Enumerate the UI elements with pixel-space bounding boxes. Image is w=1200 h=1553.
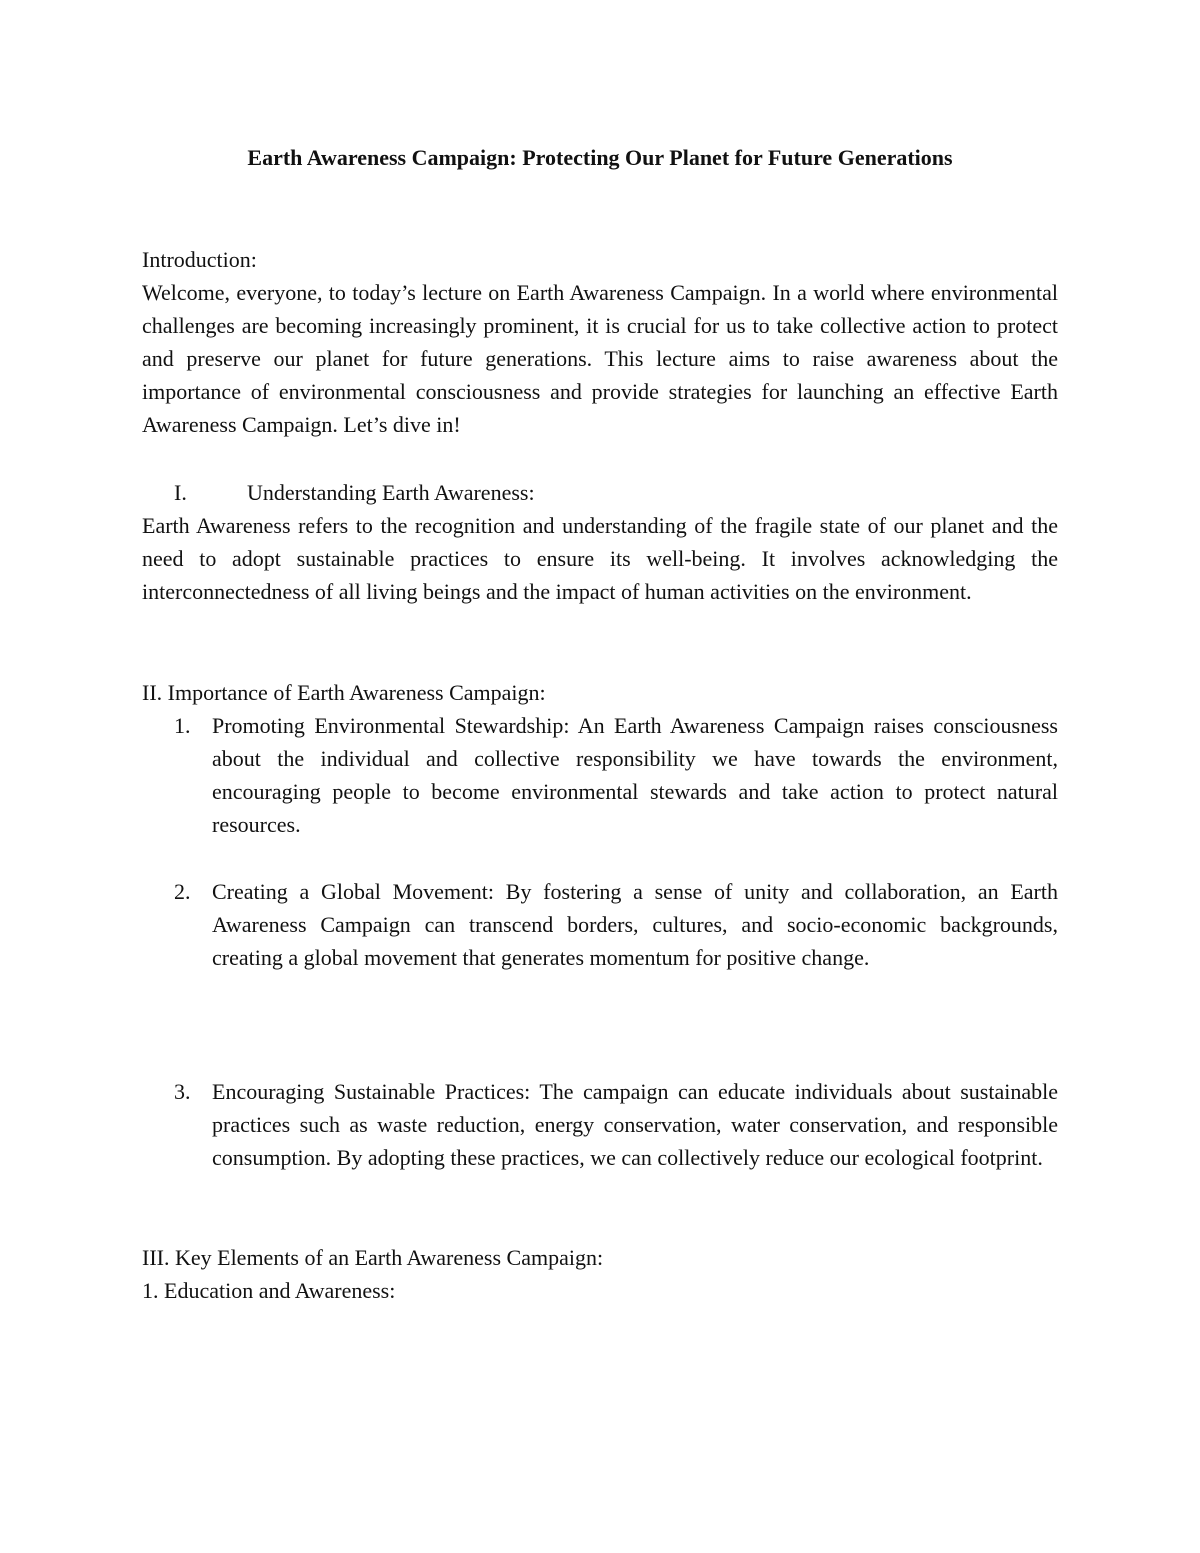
list-item bbox=[174, 1075, 1058, 1174]
section-3-heading: III. Key Elements of an Earth Awareness Campaign: bbox=[142, 1245, 604, 1270]
section-3-subheading: 1. Education and Awareness: bbox=[142, 1278, 396, 1303]
section-1-paragraph: Earth Awareness refers to the recognition and understanding of the fragile state of our planet and the need to adopt sustainable practices to ensure its well-being. It involves acknowledging the interconnectedness of all living beings and the impact of human activities on the environment. bbox=[142, 513, 1058, 604]
list-item-text: Encouraging Sustainable Practices: The campaign can educate individuals about sustainable practices such as waste reduction, energy conservation, water conservation, and responsible consumption. By adopting these practices, we can collectively reduce our ecological footprint. bbox=[212, 1079, 1058, 1170]
list-item bbox=[174, 709, 1058, 841]
list-item-text: Promoting Environmental Stewardship: An Earth Awareness Campaign raises consciousness about the individual and collective responsibility we have towards the environment, encouraging people to become environmental stewards and take action to protect natural resources. bbox=[212, 713, 1058, 837]
list-item-number: 1. bbox=[174, 713, 191, 738]
section-2-heading: II. Importance of Earth Awareness Campaign: bbox=[142, 680, 546, 705]
document-title: Earth Awareness Campaign: Protecting Our Planet for Future Generations bbox=[247, 145, 953, 170]
intro-label: Introduction: bbox=[142, 247, 257, 272]
list-item-text: Creating a Global Movement: By fostering a sense of unity and collaboration, an Earth Awareness Campaign can transcend borders, cultures, and socio-economic backgrounds, creating a global movement that generates momentum for positive change. bbox=[212, 879, 1058, 970]
list-item-number: 3. bbox=[174, 1079, 191, 1104]
list-item-number: 2. bbox=[174, 879, 191, 904]
section-1-heading bbox=[174, 476, 1058, 509]
section-1-heading-text: Understanding Earth Awareness: bbox=[247, 480, 535, 505]
intro-paragraph: Welcome, everyone, to today’s lecture on Earth Awareness Campaign. In a world where environmental challenges are becoming increasingly prominent, it is crucial for us to take collective action to protect and preserve our planet for future generations. This lecture aims to raise awareness about the importance of environmental consciousness and provide strategies for launching an effective Earth Awareness Campaign. Let’s dive in! bbox=[142, 280, 1058, 437]
list-item bbox=[174, 875, 1058, 974]
section-1-number: I. bbox=[174, 480, 187, 505]
